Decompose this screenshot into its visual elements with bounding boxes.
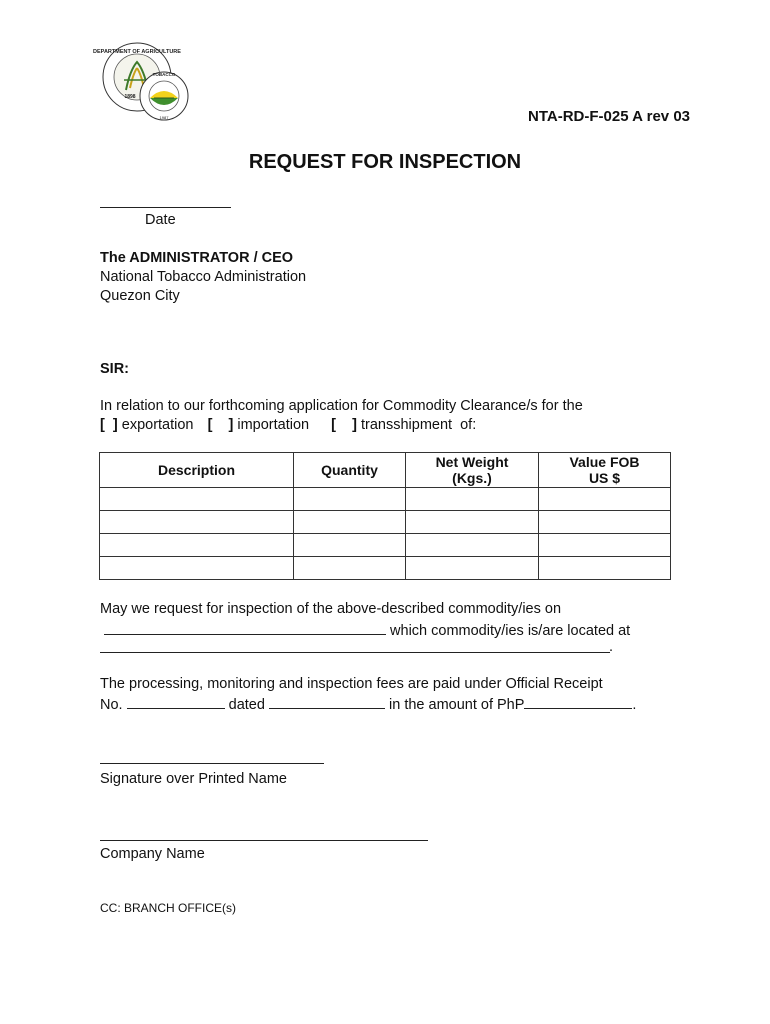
net-weight-cell[interactable] xyxy=(406,488,539,511)
description-cell[interactable] xyxy=(100,557,294,580)
description-cell[interactable] xyxy=(100,511,294,534)
location-label: which commodity/ies is/are located at xyxy=(390,623,631,639)
exportation-label: exportation xyxy=(121,417,194,433)
value-fob-label: Value FOB xyxy=(569,454,640,470)
value-fob-unit: US $ xyxy=(588,470,621,486)
svg-text:1987: 1987 xyxy=(159,115,169,120)
intro-options xyxy=(100,416,476,434)
addressee-organization: National Tobacco Administration xyxy=(100,269,307,285)
receipt-no-label: No. xyxy=(100,697,123,713)
national-tobacco-administration-logo xyxy=(134,68,194,122)
table-row xyxy=(100,511,671,534)
amount-label: in the amount of PhP xyxy=(389,697,525,713)
column-header-net-weight xyxy=(406,453,539,488)
request-line-2 xyxy=(100,620,630,640)
svg-text:1898: 1898 xyxy=(124,94,136,100)
svg-text:DEPARTMENT OF AGRICULTURE: DEPARTMENT OF AGRICULTURE xyxy=(93,49,181,55)
commodity-table xyxy=(99,452,671,580)
transshipment-label: transshipment of: xyxy=(360,417,477,433)
net-weight-cell[interactable] xyxy=(406,557,539,580)
amount-field[interactable] xyxy=(524,694,632,709)
net-weight-cell[interactable] xyxy=(406,534,539,557)
table-row xyxy=(100,557,671,580)
receipt-number-field[interactable] xyxy=(127,694,225,709)
net-weight-cell[interactable] xyxy=(406,511,539,534)
dated-label: dated xyxy=(228,697,265,713)
salutation: SIR: xyxy=(100,361,129,377)
location-period: . xyxy=(609,639,614,655)
value-fob-cell[interactable] xyxy=(539,488,671,511)
inspection-date-field[interactable] xyxy=(104,620,386,635)
form-code: NTA-RD-F-025 A rev 03 xyxy=(528,108,690,125)
cc-note: CC: BRANCH OFFICE(s) xyxy=(100,901,236,915)
description-cell[interactable] xyxy=(100,534,294,557)
company-label: Company Name xyxy=(100,846,205,862)
date-line[interactable] xyxy=(100,207,231,208)
date-label: Date xyxy=(145,212,176,228)
value-fob-cell[interactable] xyxy=(539,557,671,580)
value-fob-cell[interactable] xyxy=(539,511,671,534)
column-header-quantity: Quantity xyxy=(294,453,406,488)
quantity-cell[interactable] xyxy=(294,557,406,580)
exportation-checkbox[interactable]: [ ] xyxy=(100,417,118,433)
net-weight-label: Net Weight xyxy=(435,454,509,470)
addressee-title: The ADMINISTRATOR / CEO xyxy=(100,250,294,266)
net-weight-unit: (Kgs.) xyxy=(452,470,492,486)
receipt-date-field[interactable] xyxy=(269,694,385,709)
importation-checkbox[interactable]: [ ] xyxy=(207,417,234,433)
quantity-cell[interactable] xyxy=(294,511,406,534)
transshipment-checkbox[interactable]: [ ] xyxy=(331,417,357,433)
quantity-cell[interactable] xyxy=(294,488,406,511)
page-title: REQUEST FOR INSPECTION xyxy=(248,151,522,173)
company-line[interactable] xyxy=(100,840,428,841)
description-cell[interactable] xyxy=(100,488,294,511)
table-row xyxy=(100,488,671,511)
svg-text:TOBACCO: TOBACCO xyxy=(152,72,176,77)
signature-label: Signature over Printed Name xyxy=(100,771,287,787)
intro-line: In relation to our forthcoming application for Commodity Clearance/s for the xyxy=(100,398,583,414)
table-row xyxy=(100,534,671,557)
signature-line[interactable] xyxy=(100,763,324,764)
fees-period: . xyxy=(632,697,637,713)
location-field[interactable] xyxy=(100,652,610,653)
column-header-description: Description xyxy=(100,453,294,488)
importation-label: importation xyxy=(237,417,310,433)
fees-line: The processing, monitoring and inspection fees are paid under Official Receipt xyxy=(100,676,603,692)
table-header-row xyxy=(100,453,671,488)
request-line: May we request for inspection of the above-described commodity/ies on xyxy=(100,601,562,617)
fees-line-2 xyxy=(100,694,636,714)
quantity-cell[interactable] xyxy=(294,534,406,557)
addressee-city: Quezon City xyxy=(100,288,180,304)
value-fob-cell[interactable] xyxy=(539,534,671,557)
column-header-value-fob xyxy=(539,453,671,488)
